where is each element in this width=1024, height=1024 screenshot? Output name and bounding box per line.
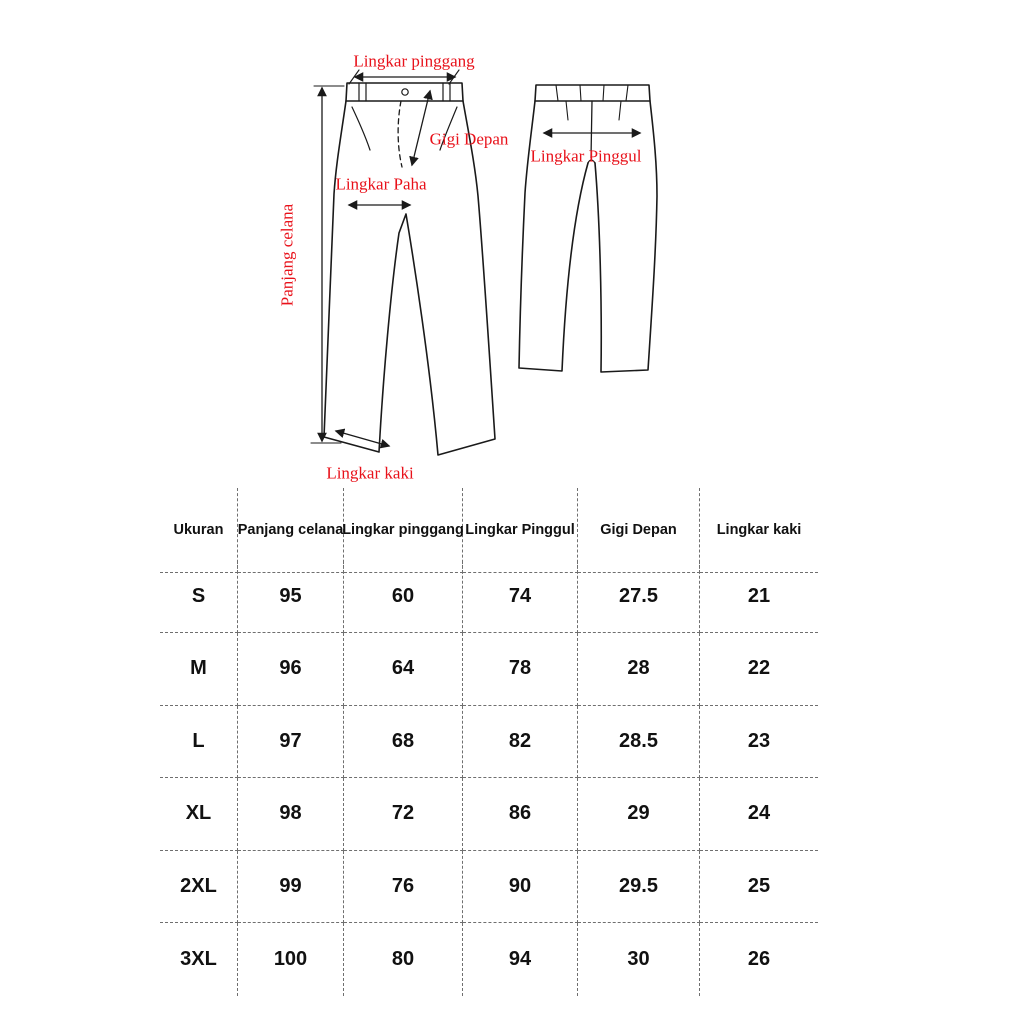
table-cell: 76	[344, 851, 463, 924]
size-cell: XL	[160, 778, 238, 851]
table-header-cell: Ukuran	[160, 488, 238, 573]
table-cell: 64	[344, 633, 463, 706]
table-cell: 74	[463, 561, 578, 634]
table-header-cell: Lingkar pinggang	[344, 488, 463, 573]
front-rise-measure-arrow	[412, 91, 430, 165]
waist-label: Lingkar pinggang	[353, 51, 475, 71]
table-header-cell: Lingkar kaki	[700, 488, 818, 573]
table-cell: 96	[238, 633, 344, 706]
table-cell: 99	[238, 851, 344, 924]
table-cell: 95	[238, 561, 344, 634]
size-cell: 2XL	[160, 851, 238, 924]
table-cell: 100	[238, 923, 344, 996]
pants-diagram-section	[0, 0, 1024, 500]
table-header-cell: Panjang celana	[238, 488, 344, 573]
table-header-cell: Lingkar Pinggul	[463, 488, 578, 573]
table-cell: 25	[700, 851, 818, 924]
table-cell: 23	[700, 706, 818, 779]
leg-opening-measure-arrow	[336, 431, 389, 446]
table-cell: 29.5	[578, 851, 700, 924]
table-cell: 26	[747, 947, 771, 970]
table-cell: 24	[700, 778, 818, 851]
table-cell: 30	[578, 923, 700, 996]
back-view-drawing	[519, 85, 657, 372]
table-cell: 90	[463, 851, 578, 924]
size-cell: S	[160, 561, 238, 634]
table-cell: 80	[344, 923, 463, 996]
pants-technical-drawing	[0, 0, 1024, 500]
table-cell: 22	[700, 633, 818, 706]
table-cell: 86	[463, 778, 578, 851]
table-header-cell: Gigi Depan	[578, 488, 700, 573]
table-cell: 78	[463, 633, 578, 706]
table-cell: 29	[578, 778, 700, 851]
table-cell: 28	[578, 633, 700, 706]
size-cell: 3XL	[160, 923, 238, 996]
leg-opening-label: Lingkar kaki	[326, 463, 414, 483]
thigh-label: Lingkar Paha	[335, 174, 427, 194]
fly-detail	[398, 101, 402, 167]
size-cell: M	[160, 633, 238, 706]
table-cell: 60	[344, 561, 463, 634]
front-rise-label: Gigi Depan	[429, 129, 509, 149]
table-cell: 21	[700, 561, 818, 634]
table-cell: 72	[344, 778, 463, 851]
length-label: Panjang celana	[277, 203, 297, 307]
size-cell: L	[160, 706, 238, 779]
hip-label: Lingkar Pinggul	[530, 146, 642, 166]
button-detail	[402, 89, 408, 95]
size-table	[160, 488, 818, 996]
table-cell: 68	[344, 706, 463, 779]
table-cell: 97	[238, 706, 344, 779]
table-cell: 94	[463, 923, 578, 996]
table-cell: 98	[238, 778, 344, 851]
table-cell: 28.5	[578, 706, 700, 779]
table-cell: 27.5	[578, 561, 700, 634]
table-cell: 82	[463, 706, 578, 779]
